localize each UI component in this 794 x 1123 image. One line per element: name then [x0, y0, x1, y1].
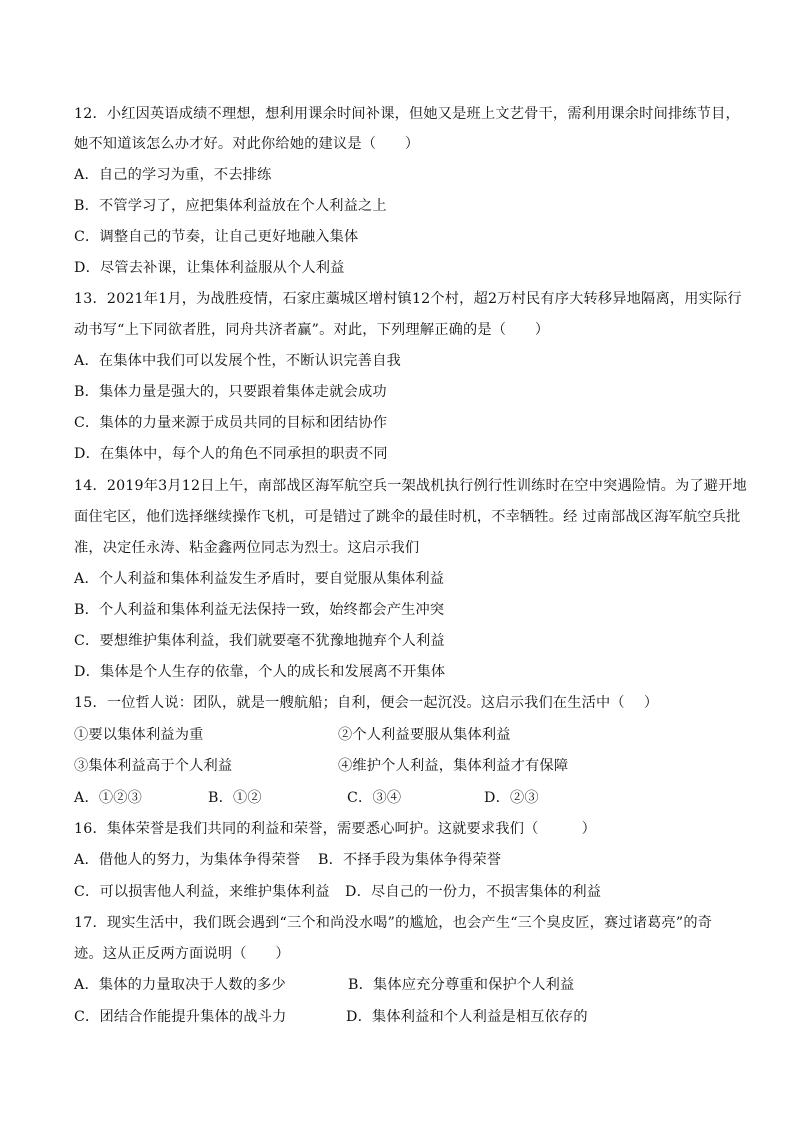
q16-option-b: B．不择手段为集体争得荣誉 — [318, 852, 502, 868]
q17-stem-line-2: 迹。这从正反两方面说明（ ） — [74, 946, 290, 962]
q15-option-c: C．③④ — [347, 790, 402, 806]
q12-stem-line-2: 她不知道该怎么办才好。对此你给她的建议是（ ） — [74, 136, 420, 152]
q12-stem-line-1: 12．小红因英语成绩不理想，想利用课余时间补课，但她又是班上文艺骨干，需利用课余时间排练节目， — [74, 106, 740, 122]
q15-statement-1: ①要以集体利益为重 — [74, 727, 204, 743]
q17-option-d: D．集体利益和个人利益是相互依存的 — [346, 1009, 588, 1025]
q12-option-d: D．尽管去补课，让集体利益服从个人利益 — [74, 260, 345, 276]
q14-option-b: B．个人利益和集体利益无法保持一致，始终都会产生冲突 — [74, 602, 445, 618]
q15-statement-4: ④维护个人利益，集体利益才有保障 — [338, 758, 569, 774]
q13-option-b: B．集体力量是强大的，只要跟着集体走就会成功 — [74, 384, 387, 400]
q13-option-c: C．集体的力量来源于成员共同的目标和团结协作 — [74, 415, 388, 431]
q15-option-a: A．①②③ — [74, 790, 142, 806]
q13-stem-line-1: 13．2021年1月，为战胜疫情，石家庄藁城区增村镇12个村，超2万村民有序大转移异地隔离，用实际行 — [74, 291, 742, 307]
q14-option-d: D．集体是个人生存的依靠，个人的成长和发展离不开集体 — [74, 664, 446, 680]
q17-stem-line-1: 17．现实生活中，我们既会遇到“三个和尚没水喝”的尴尬，也会产生“三个臭皮匠，赛过诸葛亮”的奇 — [74, 915, 713, 931]
q15-statement-2: ②个人利益要服从集体利益 — [338, 727, 511, 743]
q13-option-d: D．在集体中，每个人的角色不同承担的职责不同 — [74, 446, 388, 462]
q15-option-b: B．①② — [208, 790, 262, 806]
q16-option-c: C．可以损害他人利益，来维护集体利益 — [74, 884, 330, 900]
q17-option-c: C．团结合作能提升集体的战斗力 — [74, 1009, 287, 1025]
q15-stem: 15．一位哲人说：团队，就是一艘航船；自利，便会一起沉没。这启示我们在生活中（ ） — [74, 695, 659, 711]
q12-option-c: C．调整自己的节奏，让自己更好地融入集体 — [74, 229, 359, 245]
q14-option-c: C．要想维护集体利益，我们就要毫不犹豫地抛弃个人利益 — [74, 633, 445, 649]
q16-stem: 16．集体荣誉是我们共同的利益和荣誉，需要悉心呵护。这就要求我们（ ） — [74, 821, 597, 837]
q16-option-d: D．尽自己的一份力，不损害集体的利益 — [345, 884, 602, 900]
q14-stem-line-3: 准，决定任永涛、粘金鑫两位同志为烈士。这启示我们 — [74, 540, 420, 556]
q12-option-b: B．不管学习了，应把集体利益放在个人利益之上 — [74, 198, 387, 214]
q17-option-a: A．集体的力量取决于人数的多少 — [74, 977, 286, 993]
q13-option-a: A．在集体中我们可以发展个性，不断认识完善自我 — [74, 353, 401, 369]
q16-option-a: A．借他人的努力，为集体争得荣誉 — [74, 852, 301, 868]
q14-option-a: A．个人利益和集体利益发生矛盾时，要自觉服从集体利益 — [74, 571, 445, 587]
q17-option-b: B．集体应充分尊重和保护个人利益 — [348, 977, 575, 993]
q13-stem-line-2: 动书写“上下同欲者胜，同舟共济者赢”。对此，下列理解正确的是（ ） — [74, 322, 550, 338]
q15-statement-3: ③集体利益高于个人利益 — [74, 758, 233, 774]
q14-stem-line-1: 14．2019年3月12日上午，南部战区海军航空兵一架战机执行例行性训练时在空中突遇险情。为了避开地 — [74, 478, 747, 494]
q15-option-d: D．②③ — [484, 790, 539, 806]
q14-stem-line-2: 面住宅区，他们选择继续操作飞机，可是错过了跳伞的最佳时机，不幸牺牲。经 过南部战区海军航空兵批 — [74, 509, 741, 525]
q12-option-a: A．自己的学习为重，不去排练 — [74, 167, 272, 183]
